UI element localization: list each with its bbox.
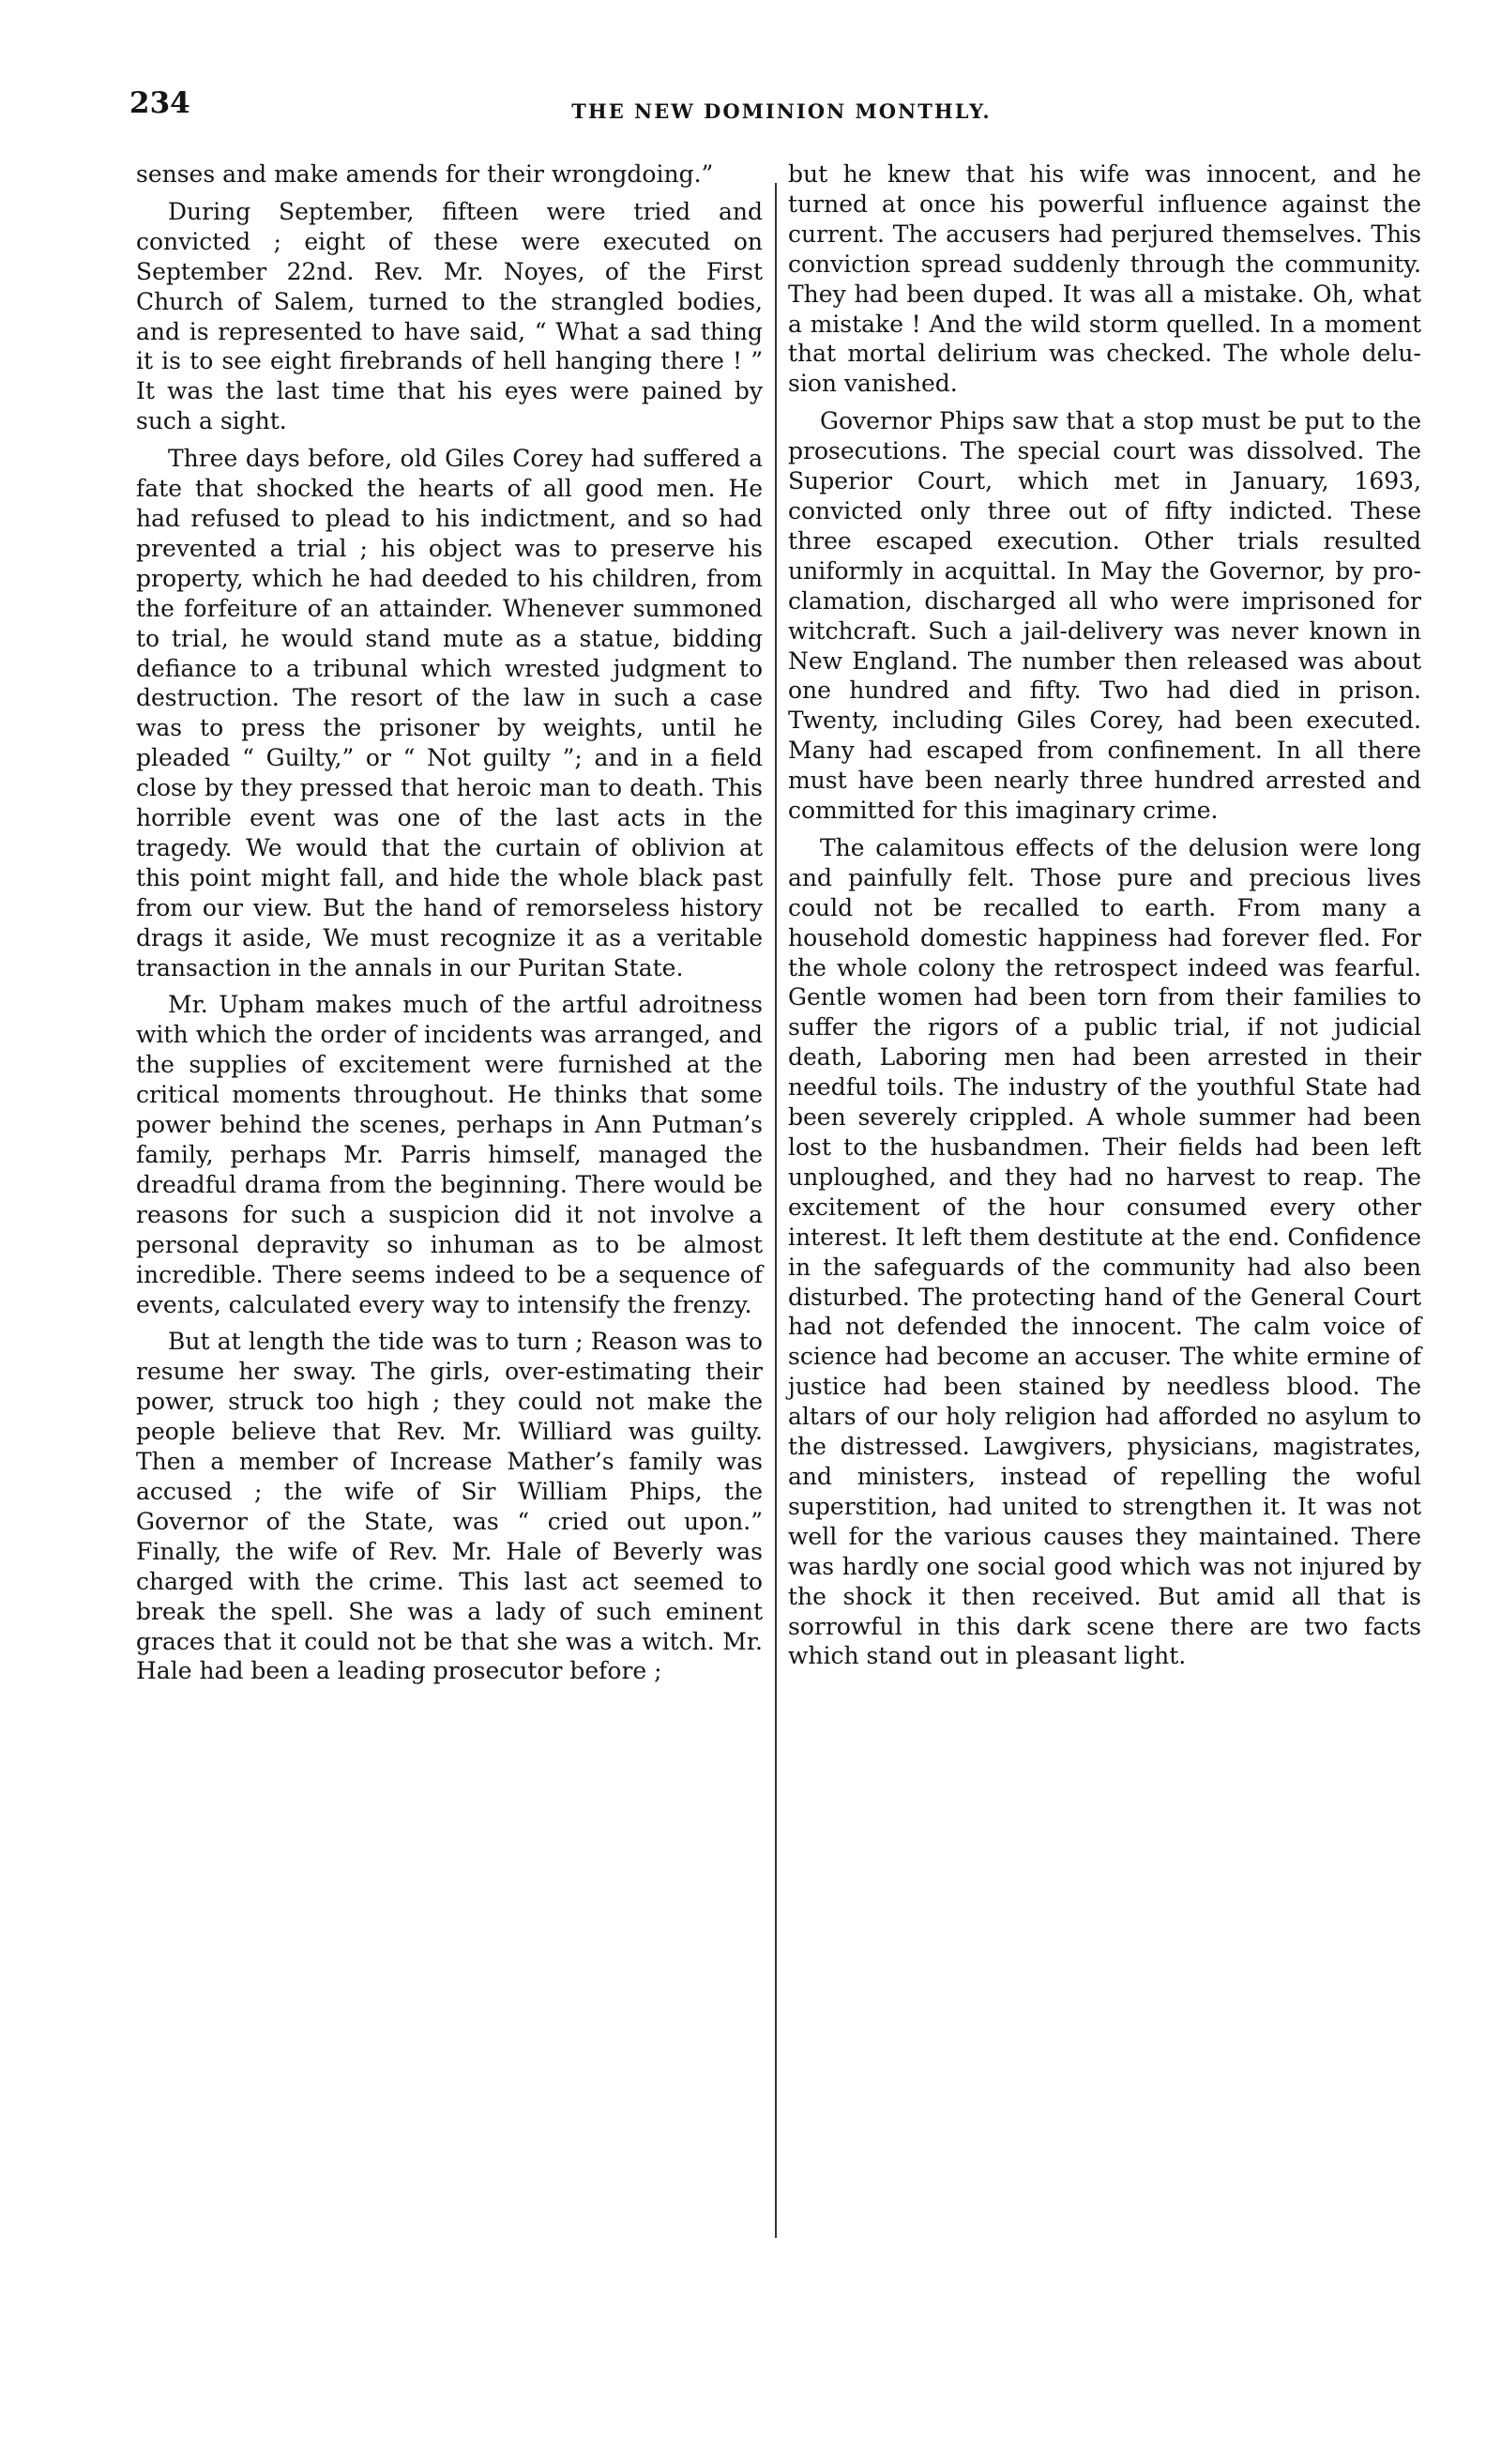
page-number: 234 — [129, 86, 190, 120]
right-column — [788, 160, 1421, 1671]
column-divider — [775, 183, 777, 2238]
paragraph: The calamitous effects of the delusion were long and painfully felt. Those pure and precious lives could not be recalled to earth. From many a household domestic happiness had forever fled. For the whole colony the retrospect indeed was fearful. Gentle women had been torn from their families to suffer the rigors of a public trial, if not judicial death, Laboring men had been arrested in their needful toils. The industry of the youthful State had been severely crippled. A whole summer had been lost to the husbandmen. Their fields had been left unploughed, and they had no harvest to reap. The excitement of the hour consumed every other interest. It left them destitute at the end. Confidence in the safeguards of the community had also been disturbed. The protecting hand of the General Court had not defended the innocent. The calm voice of science had become an accuser. The white ermine of justice had been stained by needless blood. The altars of our holy religion had afforded no asylum to the distressed. Lawgivers, physicians, magistrates, and ministers, instead of repelling the woful superstition, had united to strengthen it. It was not well for the various causes they maintained. There was hardly one social good which was not injured by the shock it then received. But amid all that is sorrowful in this dark scene there are two facts which stand out in pleasant light. — [788, 833, 1421, 1670]
paragraph: Three days before, old Giles Corey had suffered a fate that shocked the hearts of all good men. He had refused to plead to his indictment, and so had prevented a trial ; his object was to preserve his property, which he had deeded to his children, from the forfeiture of an attainder. Whenever summoned to trial, he would stand mute as a statue, bidding defiance to a tribunal which wrested judgment to destruction. The resort of the law in such a case was to press the prisoner by weights, until he pleaded “ Guilty,” or “ Not guilty ”; and in a field close by they pressed that heroic man to death. This horrible event was one of the last acts in the tragedy. We would that the curtain of oblivion at this point might fall, and hide the whole black past from our view. But the hand of remorseless history drags it aside, We must recognize it as a veritable transaction in the annals in our Puritan State. — [136, 445, 763, 981]
paragraph: Mr. Upham makes much of the artful adroitness with which the order of incidents was arranged, and the supplies of excitement were furnished at the critical moments throughout. He thinks that some power behind the scenes, perhaps in Ann Putman’s family, perhaps Mr. Parris himself, managed the dreadful drama from the beginning. There would be reasons for such a suspicion did it not involve a personal depravity so inhuman as to be almost incredible. There seems indeed to be a sequence of events, calculated every way to intensify the frenzy. — [136, 991, 763, 1318]
paragraph: but he knew that his wife was innocent, and he turned at once his powerful influence against the current. The accusers had perjured themselves. This conviction spread suddenly through the community. They had been duped. It was all a mistake. Oh, what a mistake ! And the wild storm quelled. In a moment that mortal delirium was checked. The whole delusion vanished. — [788, 160, 1421, 398]
running-title: THE NEW DOMINION MONTHLY. — [571, 99, 992, 123]
paragraph: During September, fifteen were tried and convicted ; eight of these were executed on September 22nd. Rev. Mr. Noyes, of the First Church of Salem, turned to the strangled bodies, and is represented to have said, “ What a sad thing it is to see eight firebrands of hell hanging there ! ” It was the last time that his eyes were pained by such a sight. — [136, 197, 763, 435]
paragraph: Governor Phips saw that a stop must be put to the prosecutions. The special court was dissolved. The Superior Court, which met in January, 1693, convicted only three out of fifty indicted. These three escaped execution. Other trials resulted uniformly in acquittal. In May the Governor, by proclamation, discharged all who were imprisoned for witchcraft. Such a jail-delivery was never known in New England. The number then released was about one hundred and fifty. Two had died in prison. Twenty, including Giles Corey, had been executed. Many had escaped from confinement. In all there must have been nearly three hundred arrested and committed for this imaginary crime. — [788, 407, 1421, 825]
left-column — [136, 160, 763, 1686]
page-header — [129, 86, 1433, 133]
paragraph: senses and make amends for their wrongdoing.” — [136, 160, 714, 188]
paragraph: But at length the tide was to turn ; Reason was to resume her sway. The girls, over-estimating their power, struck too high ; they could not make the people believe that Rev. Mr. Williard was guilty. Then a member of Increase Mather’s family was accused ; the wife of Sir William Phips, the Governor of the State, was “ cried out upon.” Finally, the wife of Rev. Mr. Hale of Beverly was charged with the crime. This last act seemed to break the spell. She was a lady of such eminent graces that it could not be that she was a witch. Mr. Hale had been a leading prosecutor before ; — [136, 1328, 763, 1685]
